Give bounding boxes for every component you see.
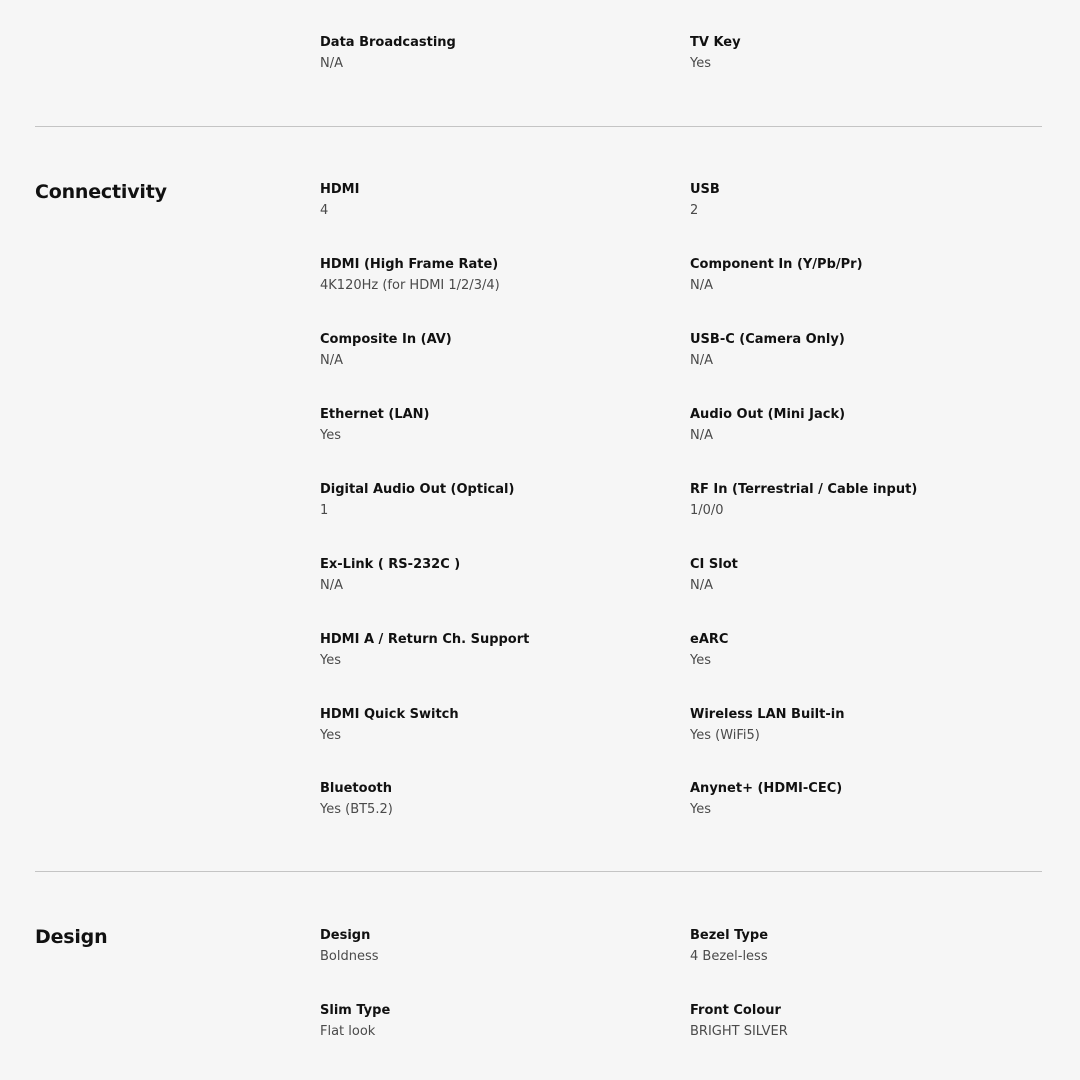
- spec-value: Flat look: [320, 1024, 376, 1039]
- spec-value: N/A: [320, 56, 343, 71]
- spec-item: [690, 256, 1020, 295]
- spec-item: [690, 331, 1020, 370]
- spec-label: Composite In (AV): [320, 332, 452, 347]
- spec-value: Yes: [320, 428, 341, 443]
- section-title-design: Design: [35, 926, 108, 948]
- spec-item: [690, 706, 1020, 745]
- spec-value: 1/0/0: [690, 503, 724, 518]
- spec-value: Yes (BT5.2): [320, 802, 393, 817]
- spec-label: Anynet+ (HDMI-CEC): [690, 781, 843, 796]
- spec-label: Design: [320, 928, 371, 943]
- spec-label: eARC: [690, 632, 729, 647]
- spec-item: [320, 406, 650, 445]
- spec-item: [320, 1002, 650, 1041]
- spec-item: [320, 256, 650, 295]
- spec-item: [690, 34, 1020, 73]
- spec-item: [690, 631, 1020, 670]
- spec-label: Component In (Y/Pb/Pr): [690, 257, 863, 272]
- spec-label: Ex-Link ( RS-232C ): [320, 557, 461, 572]
- spec-item: [690, 927, 1020, 966]
- spec-value: Yes: [690, 653, 711, 668]
- spec-item: [690, 556, 1020, 595]
- spec-label: Slim Type: [320, 1003, 391, 1018]
- spec-item: [320, 927, 650, 966]
- spec-value: Yes: [690, 802, 711, 817]
- spec-item: [320, 780, 650, 819]
- spec-value: N/A: [690, 353, 713, 368]
- spec-label: HDMI (High Frame Rate): [320, 257, 499, 272]
- spec-value: Yes: [320, 653, 341, 668]
- spec-item: [320, 481, 650, 520]
- spec-item: [690, 481, 1020, 520]
- spec-value: 4: [320, 203, 329, 218]
- spec-item: [320, 34, 650, 73]
- section-title-connectivity: Connectivity: [35, 181, 167, 203]
- spec-value: 4K120Hz (for HDMI 1/2/3/4): [320, 278, 500, 293]
- spec-label: Wireless LAN Built-in: [690, 707, 845, 722]
- spec-item: [690, 181, 1020, 220]
- spec-label: USB: [690, 182, 720, 197]
- spec-value: BRIGHT SILVER: [690, 1024, 788, 1039]
- spec-value: 4 Bezel-less: [690, 949, 768, 964]
- spec-value: Yes: [320, 728, 341, 743]
- spec-item: [690, 406, 1020, 445]
- spec-item: [320, 556, 650, 595]
- spec-item: [320, 331, 650, 370]
- spec-item: [320, 631, 650, 670]
- spec-label: HDMI Quick Switch: [320, 707, 459, 722]
- spec-label: Digital Audio Out (Optical): [320, 482, 515, 497]
- spec-label: Ethernet (LAN): [320, 407, 430, 422]
- spec-item: [320, 181, 650, 220]
- spec-label: USB-C (Camera Only): [690, 332, 845, 347]
- spec-value: N/A: [320, 353, 343, 368]
- spec-label: Bezel Type: [690, 928, 769, 943]
- spec-label: HDMI: [320, 182, 360, 197]
- spec-label: Front Colour: [690, 1003, 781, 1018]
- spec-item: [690, 1002, 1020, 1041]
- spec-value: N/A: [690, 278, 713, 293]
- spec-value: 1: [320, 503, 329, 518]
- spec-value: Boldness: [320, 949, 379, 964]
- spec-value: N/A: [690, 428, 713, 443]
- spec-label: TV Key: [690, 35, 741, 50]
- spec-value: N/A: [690, 578, 713, 593]
- spec-label: Data Broadcasting: [320, 35, 456, 50]
- spec-label: Audio Out (Mini Jack): [690, 407, 846, 422]
- spec-item: [320, 706, 650, 745]
- spec-label: CI Slot: [690, 557, 738, 572]
- spec-value: Yes: [690, 56, 711, 71]
- spec-value: Yes (WiFi5): [690, 728, 760, 743]
- spec-label: Bluetooth: [320, 781, 392, 796]
- section-divider: [35, 126, 1042, 127]
- spec-item: [690, 780, 1020, 819]
- spec-label: HDMI A / Return Ch. Support: [320, 632, 530, 647]
- spec-value: N/A: [320, 578, 343, 593]
- spec-value: 2: [690, 203, 699, 218]
- section-divider: [35, 871, 1042, 872]
- spec-label: RF In (Terrestrial / Cable input): [690, 482, 918, 497]
